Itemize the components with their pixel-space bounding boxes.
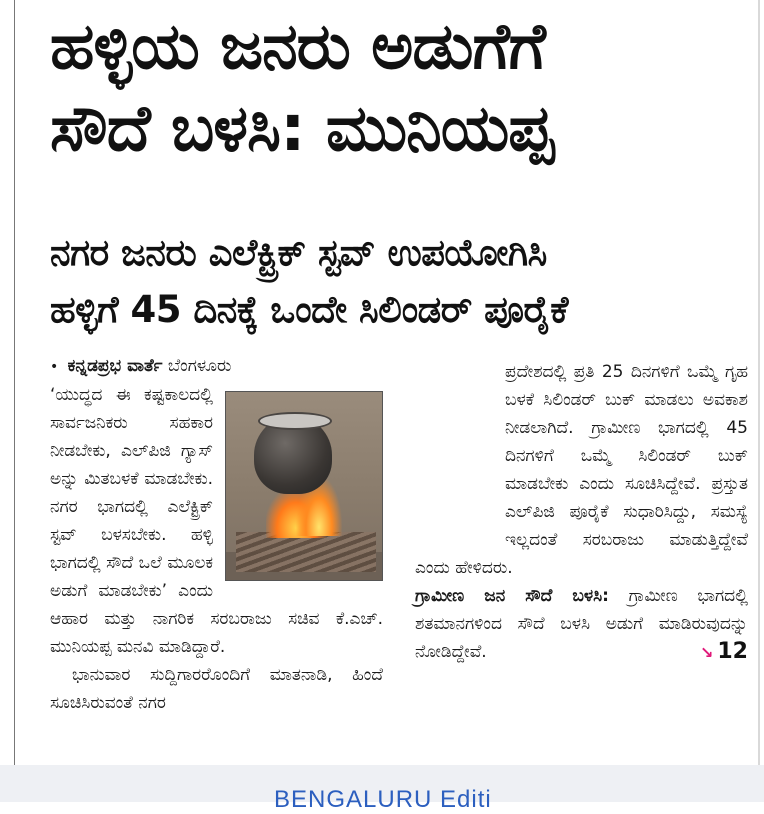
article-paragraph [415, 582, 748, 666]
byline-agency: ಕನ್ನಡಪ್ರಭ ವಾರ್ತೆ [67, 356, 163, 376]
continued-page-number: 12 [717, 639, 748, 664]
headline-line-2: ಸೌದೆ ಬಳಸಿ: ಮುನಿಯಪ್ಪ [50, 92, 554, 166]
continued-on-page [700, 638, 748, 667]
cooking-fire-photo [225, 391, 383, 581]
subheadline-line-2: ಹಳ್ಳಿಗೆ 45 ದಿನಕ್ಕೆ ಒಂದೇ ಸಿಲಿಂಡರ್ ಪೂರೈಕೆ [50, 288, 568, 331]
article-column-2 [415, 358, 748, 667]
section-text: ಗ್ರಾಮೀಣ ಭಾಗದಲ್ಲಿ ಶತಮಾನಗಳಿಂದ ಸೌದೆ ಬಳಸಿ ಅಡುಗೆ ಮಾಡಿರುವುದನ್ನು ನೋಡಿದ್ದೇವೆ. [415, 586, 749, 662]
subheadline [50, 224, 750, 338]
edition-link[interactable]: BENGALURU Editi [274, 786, 492, 813]
byline [50, 352, 383, 381]
subheadline-line-1: ನಗರ ಜನರು ಎಲೆಕ್ಟ್ರಿಕ್ ಸ್ಟವ್ ಉಪಯೋಗಿಸಿ [50, 231, 547, 274]
continue-arrow-icon: ↘ [699, 643, 714, 662]
article-paragraph: ಪ್ರದೇಶದಲ್ಲಿ ಪ್ರತಿ 25 ದಿನಗಳಿಗೆ ಒಮ್ಮೆ ಗೃಹ ಬಳಕೆ ಸಿಲಿಂಡರ್ ಬುಕ್ ಮಾಡಲು ಅವಕಾಶ ನೀಡಲಾಗಿದೆ. ಗ್ರಾಮೀಣ ಭಾಗದಲ್ಲಿ 45 ದಿನಗಳಿಗೆ ಒಮ್ಮೆ ಸಿಲಿಂಡರ್ ಬುಕ್ ಮಾಡಬೇಕು ಎಂದು ಸೂಚಿಸಿದ್ದೇವೆ. ಪ್ರಸ್ತುತ ಎಲ್‌ಪಿಜಿ ಪೂರೈಕೆ ಸುಧಾರಿಸಿದ್ದು, ಸಮಸ್ಯೆ ಇಲ್ಲದಂತೆ ಸರಬರಾಜು ಮಾಡುತ್ತಿದ್ದೇವೆ ಎಂದು ಹೇಳಿದರು. [415, 362, 748, 578]
page-edge [758, 0, 760, 765]
headline-line-1: ಹಳ್ಳಿಯ ಜನರು ಅಡುಗೆಗೆ [50, 10, 545, 84]
photo-firewood [236, 532, 376, 572]
article-paragraph: ‘ಯುದ್ಧದ ಈ ಕಷ್ಟಕಾಲದಲ್ಲಿ ಸಾರ್ವಜನಿಕರು ಸಹಕಾರ ನೀಡಬೇಕು, ಎಲ್‌ಪಿಜಿ ಗ್ಯಾಸ್ ಅನ್ನು ಮಿತಬಳಕೆ ಮಾಡಬೇಕು. ನಗರ ಭಾಗದಲ್ಲಿ ಎಲೆಕ್ಟ್ರಿಕ್ ಸ್ಟವ್ ಬಳಸಬೇಕು. ಹಳ್ಳಿ ಭಾಗದಲ್ಲಿ ಸೌದೆ ಒಲೆ ಮೂಲಕ ಅಡುಗೆ ಮಾಡಬೇಕು’ ಎಂದು ಆಹಾರ ಮತ್ತು ನಾಗರಿಕ ಸರಬರಾಜು ಸಚಿವ ಕೆ.ಎಚ್. ಮುನಿಯಪ್ಪ ಮನವಿ ಮಾಡಿದ್ದಾರೆ. [50, 385, 383, 657]
article-column-1 [50, 352, 383, 717]
section-lead: ಗ್ರಾಮೀಣ ಜನ ಸೌದೆ ಬಳಸಿ: [415, 586, 609, 606]
article-paragraph: ಭಾನುವಾರ ಸುದ್ದಿಗಾರರೊಂದಿಗೆ ಮಾತನಾಡಿ, ಹಿಂದೆ ಸೂಚಿಸಿರುವಂತೆ ನಗರ [50, 665, 383, 713]
column-divider [14, 0, 15, 765]
byline-place: ಬೆಂಗಳೂರು [167, 356, 232, 376]
photo-pot-rim [258, 412, 332, 430]
byline-bullet: • [50, 359, 59, 375]
headline [50, 6, 750, 170]
photo-wrap-space [415, 362, 495, 542]
